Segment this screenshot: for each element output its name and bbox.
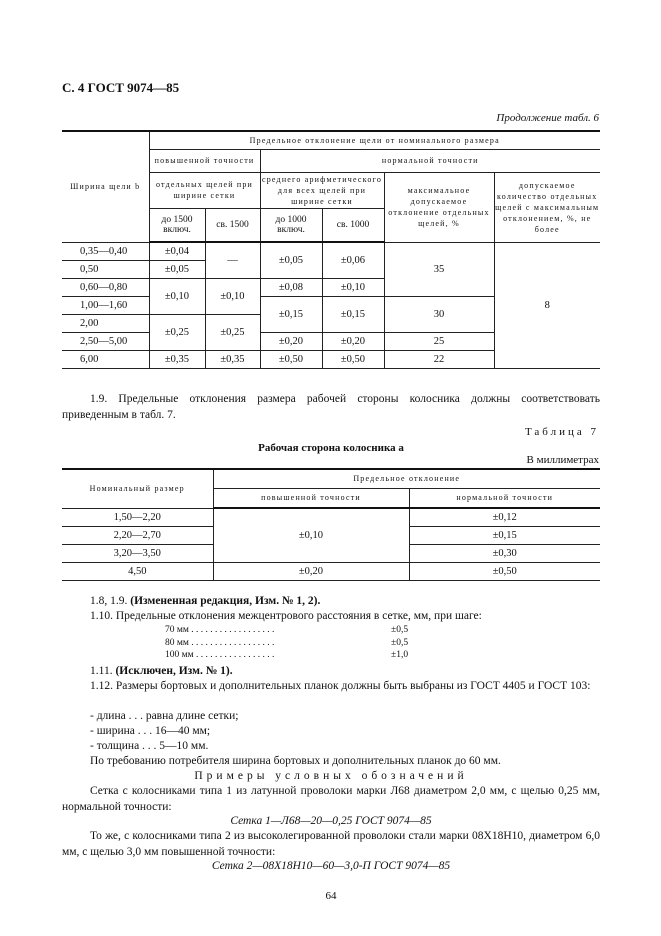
table-cell: 0,50 bbox=[62, 260, 149, 278]
paragraph-1-9: 1.9. Предельные отклонения размера рабочей стороны колосника должны соответствовать приведенным в табл. 7. bbox=[62, 393, 600, 421]
table-cell: ±0,05 bbox=[149, 260, 205, 278]
table-cell: — bbox=[205, 242, 260, 278]
table-cell: 30 bbox=[384, 296, 494, 332]
table-cell: 2,00 bbox=[62, 314, 149, 332]
table-cell: ±0,50 bbox=[260, 350, 322, 368]
table-cell: ±0,25 bbox=[149, 314, 205, 350]
table-cell: ±0,20 bbox=[260, 332, 322, 350]
subheader-max: максимальное допускаемое отклонение отдельных щелей, % bbox=[384, 172, 494, 242]
paragraph-1-12: 1.12. Размеры бортовых и дополнительных планок должны быть выбраны из ГОСТ 4405 и ГОСТ 103: bbox=[90, 680, 591, 692]
para-num: 1.11. bbox=[90, 665, 113, 677]
paragraph-1-8 bbox=[90, 594, 320, 610]
examples-heading: Примеры условных обозначений bbox=[194, 770, 468, 782]
table-cell: ±0,20 bbox=[322, 332, 384, 350]
table-cell: 1,50—2,20 bbox=[62, 508, 213, 526]
table-cell: ±0,10 bbox=[213, 508, 409, 562]
table-cell: 3,20—3,50 bbox=[62, 544, 213, 562]
main-header: Предельное отклонение щели от номинального размера bbox=[149, 131, 600, 149]
list-item: 80 мм . . . . . . . . . . . . . . . . . . ±0,5 bbox=[165, 637, 409, 648]
h-normal: нормальной точности bbox=[409, 488, 600, 508]
table-cell: ±0,35 bbox=[149, 350, 205, 368]
list-item: 100 мм . . . . . . . . . . . . . . . . . ±1,0 bbox=[165, 650, 409, 660]
h-over1500: св. 1500 bbox=[205, 208, 260, 242]
list-item: - толщина . . . 5—10 мм. bbox=[90, 740, 209, 752]
page-header: С. 4 ГОСТ 9074—85 bbox=[62, 80, 180, 95]
page-number: 64 bbox=[325, 890, 337, 902]
table-cell: 2,50—5,00 bbox=[62, 332, 149, 350]
subheader-count: допускаемое количество отдельных щелей с максимальным отклонением, %, не более bbox=[494, 172, 600, 242]
col-width-header: Ширина щели b bbox=[62, 131, 149, 242]
table-cell: ±0,10 bbox=[149, 278, 205, 314]
table-cell: 25 bbox=[384, 332, 494, 350]
list-item: 70 мм . . . . . . . . . . . . . . . . . . ±0,5 bbox=[165, 625, 409, 635]
h-upto1500: до 1500 включ. bbox=[149, 208, 205, 242]
example-1-code: Сетка 1—Л68—20—0,25 ГОСТ 9074—85 bbox=[230, 815, 432, 827]
h-nominal: Номинальный размер bbox=[62, 469, 213, 508]
table-7-title: Рабочая сторона колосника a bbox=[258, 442, 404, 454]
h-over1000: св. 1000 bbox=[322, 208, 384, 242]
table-cell: 22 bbox=[384, 350, 494, 368]
paragraph-1-11 bbox=[90, 664, 233, 680]
list-item: - длина . . . равна длине сетки; bbox=[90, 710, 239, 722]
table-cell: 35 bbox=[384, 242, 494, 296]
subheader-avg: среднего арифметического для всех щелей при ширине сетки bbox=[260, 172, 384, 208]
table-cell: ±0,08 bbox=[260, 278, 322, 296]
table-cell: ±0,15 bbox=[260, 296, 322, 332]
normal-accuracy-header: нормальной точности bbox=[260, 149, 600, 172]
table-cell: ±0,30 bbox=[409, 544, 600, 562]
high-accuracy-header: повышенной точности bbox=[149, 149, 260, 172]
table-cell: 1,00—1,60 bbox=[62, 296, 149, 314]
table-6 bbox=[62, 130, 600, 369]
table-7 bbox=[62, 468, 600, 581]
table-continuation-label: Продолжение табл. 6 bbox=[496, 112, 599, 124]
h-upto1000: до 1000 включ. bbox=[260, 208, 322, 242]
example-2-code: Сетка 2—08Х18Н10—60—3,0-П ГОСТ 9074—85 bbox=[211, 860, 451, 872]
table-cell: ±0,15 bbox=[322, 296, 384, 332]
table-cell: ±0,12 bbox=[409, 508, 600, 526]
table-cell: 4,50 bbox=[62, 562, 213, 580]
table-cell: ±0,04 bbox=[149, 242, 205, 260]
table-cell: ±0,06 bbox=[322, 242, 384, 278]
table-cell: 8 bbox=[494, 242, 600, 368]
table-7-label: Таблица 7 bbox=[524, 426, 599, 438]
table-cell: ±0,10 bbox=[205, 278, 260, 314]
step-list bbox=[165, 624, 409, 662]
h-high: повышенной точности bbox=[213, 488, 409, 508]
h-deviation: Предельное отклонение bbox=[213, 469, 600, 488]
table-cell: ±0,10 bbox=[322, 278, 384, 296]
table-cell: ±0,50 bbox=[322, 350, 384, 368]
paragraph-request: По требованию потребителя ширина бортовых и дополнительных планок до 60 мм. bbox=[90, 755, 501, 767]
amendment-note: (Измененная редакция, Изм. № 1, 2). bbox=[130, 595, 321, 607]
table-cell: ±0,15 bbox=[409, 526, 600, 544]
table-cell: 0,60—0,80 bbox=[62, 278, 149, 296]
para-num: 1.8, 1.9. bbox=[90, 595, 128, 607]
example-1: Сетка с колосниками типа 1 из латунной проволоки марки Л68 диаметром 2,0 мм, с щелью 0,25 мм, нормальной точности: bbox=[62, 785, 600, 813]
table-7-units: В миллиметрах bbox=[526, 454, 599, 466]
table-cell: ±0,20 bbox=[213, 562, 409, 580]
amendment-note: (Исключен, Изм. № 1). bbox=[115, 665, 233, 677]
table-cell: ±0,35 bbox=[205, 350, 260, 368]
list-item: - ширина . . . 16—40 мм; bbox=[90, 725, 211, 737]
table-cell: 2,20—2,70 bbox=[62, 526, 213, 544]
table-cell: ±0,25 bbox=[205, 314, 260, 350]
paragraph-1-10: 1.10. Предельные отклонения межцентрового расстояния в сетке, мм, при шаге: bbox=[90, 610, 482, 622]
table-cell: 6,00 bbox=[62, 350, 149, 368]
example-2: То же, с колосниками типа 2 из высоколегированной проволоки стали марки 08Х18Н10, диаметром 6,0 мм, с щелью 3,0 мм повышенной точности: bbox=[62, 830, 600, 858]
table-cell: ±0,05 bbox=[260, 242, 322, 278]
subheader-high: отдельных щелей при ширине сетки bbox=[149, 172, 260, 208]
table-cell: ±0,50 bbox=[409, 562, 600, 580]
table-cell: 0,35—0,40 bbox=[62, 242, 149, 260]
